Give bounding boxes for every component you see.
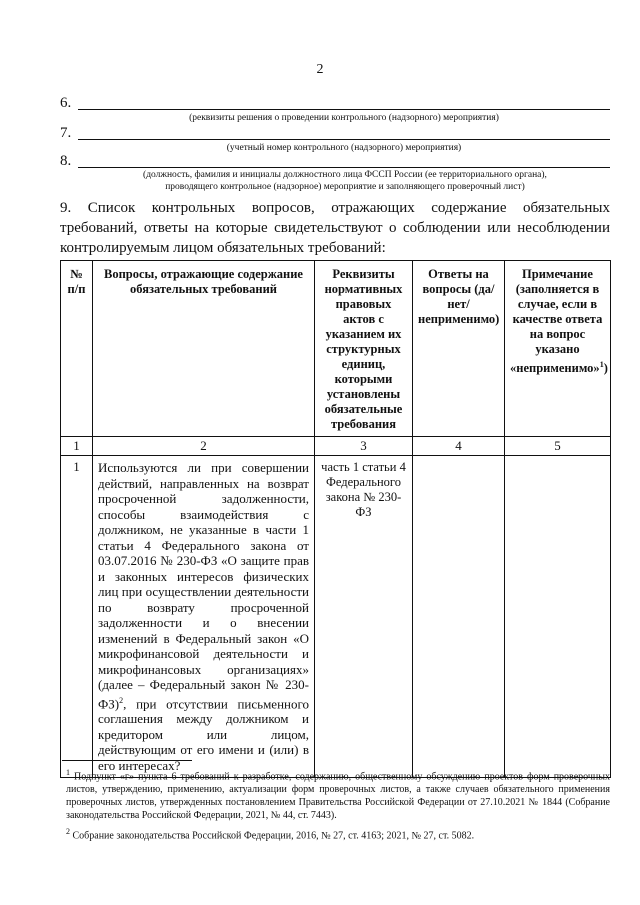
- footnote-2: [66, 825, 610, 842]
- header-cell-questions: Вопросы, отражающие содержание обязательных требований: [93, 261, 315, 437]
- header-notes-close: ): [603, 361, 608, 376]
- table-row: [61, 456, 611, 778]
- column-number: 2: [93, 437, 315, 456]
- section-9-text: 9. Список контрольных вопросов, отражающих содержание обязательных требований, ответы на которые свидетельствуют о соблюдении или несоблюдении контролируемым лицом обязательных требований:: [60, 200, 610, 256]
- header-cell-references: Реквизиты нормативных правовых актов с указанием их структурных единиц, которыми установлены обязательные требования: [315, 261, 413, 437]
- field-caption: (учетный номер контрольного (надзорного) мероприятия): [226, 143, 462, 153]
- page-number: 2: [316, 62, 324, 77]
- footnote-mark: 1: [599, 360, 604, 369]
- footnote-mark: 2: [119, 695, 124, 705]
- field-number: 8.: [60, 153, 72, 169]
- note-cell[interactable]: [505, 456, 611, 778]
- footnotes: [66, 766, 610, 846]
- footnote-text: Собрание законодательства Российской Федерации, 2016, № 27, ст. 4163; 2021, № 27, ст. 5082.: [70, 830, 475, 842]
- question-cell: [93, 456, 315, 778]
- field-number: 7.: [60, 125, 72, 141]
- row-number: 1: [61, 456, 93, 778]
- column-number: 4: [413, 437, 505, 456]
- answer-cell[interactable]: [413, 456, 505, 778]
- field-number: 6.: [60, 95, 72, 111]
- header-cell-answers: Ответы на вопросы (да/нет/ неприменимо): [413, 261, 505, 437]
- column-number: 1: [61, 437, 93, 456]
- question-text-continued: , при отсутствии письменного соглашения между должником и кредитором или лицом, действующим от его имени и (или) в его интересах?: [98, 695, 309, 773]
- header-cell-number: № п/п: [61, 261, 93, 437]
- field-caption: (реквизиты решения о проведении контрольного (надзорного) мероприятия): [189, 113, 499, 123]
- footnote-mark: 2: [66, 827, 70, 837]
- header-cell-notes: [505, 261, 611, 437]
- column-number: 5: [505, 437, 611, 456]
- table-header-row: [61, 261, 611, 437]
- fill-line[interactable]: [78, 167, 610, 168]
- column-numbers-row: [61, 437, 611, 456]
- field-caption: (должность, фамилия и инициалы должностного лица ФССП России (ее территориального органа), проводящего контрольное (надзорное) мероприятие и заполняющего проверочный лист): [143, 170, 547, 192]
- footnote-1: [66, 766, 610, 822]
- footnote-mark: 1: [66, 768, 70, 777]
- question-text: Используются ли при совершении действий, направленных на возврат просроченной задолженности, способы взаимодействия с должником, не указанные в части 1 статьи 4 Федерального закона от 03.07.2016 № 230-ФЗ «О защите прав и законных интересов физических лиц при осуществлении деятельности по возврату просроченной задолженности и о внесении изменений в Федеральный закон «О микрофинансовой деятельности и микрофинансовых организациях» (далее – Федеральный закон № 230-ФЗ): [98, 460, 309, 711]
- footnote-divider: [62, 760, 192, 761]
- field-registration-number: [60, 125, 610, 155]
- checklist-table: [60, 260, 611, 778]
- fill-line[interactable]: [78, 139, 610, 140]
- field-decision-details: [60, 95, 610, 125]
- reference-cell: часть 1 статьи 4 Федерального закона № 230-ФЗ: [315, 456, 413, 778]
- header-notes-text: Примечание (заполняется в случае, если в качестве ответа на вопрос указано «неприменимо»: [510, 267, 603, 376]
- footnote-text: Подпункт «г» пункта 6 требований к разработке, содержанию, общественному обсуждению проектов форм проверочных листов, утверждению, применению, актуализации форм проверочных листов, а также случаев обязательного применения проверочных листов, утвержденных постановлением Правительства Российской Федерации от 27.10.2021 № 1844 (Собрание законодательства Российской Федерации, 2021, № 44, ст. 7443).: [66, 771, 610, 822]
- column-number: 3: [315, 437, 413, 456]
- field-official: [60, 153, 610, 195]
- fill-line[interactable]: [78, 109, 610, 110]
